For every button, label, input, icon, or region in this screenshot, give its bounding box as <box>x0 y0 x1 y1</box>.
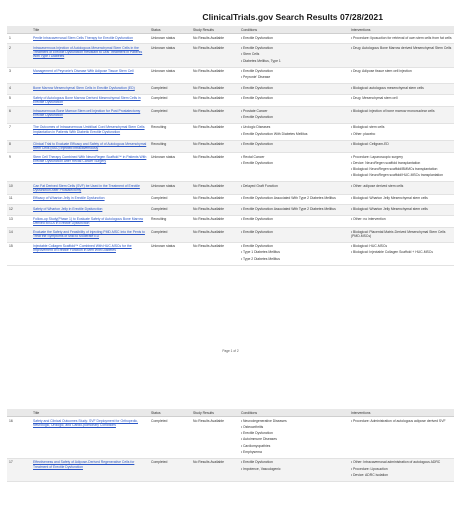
row-study-results: No Results Available <box>191 205 239 215</box>
table-row <box>7 107 454 124</box>
row-conditions <box>239 205 349 215</box>
condition-item: • Erectile Dysfunction <box>241 142 347 146</box>
study-title-link[interactable]: Management of Peyronie's Disease With Adipose Tissue Stem Cell <box>33 69 134 74</box>
row-rank: 9 <box>7 152 31 181</box>
column-header-rank <box>7 409 31 417</box>
row-title-cell <box>31 84 149 94</box>
conditions-list <box>241 46 347 63</box>
intervention-item: • Biological: Injectable Collagen Scaffold + HUC-MSCs <box>351 250 452 254</box>
table-row <box>7 94 454 106</box>
conditions-list <box>241 217 347 221</box>
intervention-item: • Biological: stem cells <box>351 125 452 129</box>
row-title-cell <box>31 152 149 181</box>
study-title-link[interactable]: Follow-up Study(Phase 1) to Evaluate Safety of Autologous Bone Marrow Derived MSCs in Erectile Dysfunction <box>33 217 144 226</box>
intervention-item: • Biological: HUC-MSCs <box>351 244 452 248</box>
row-study-results: No Results Available <box>191 182 239 194</box>
conditions-list <box>241 86 347 90</box>
row-study-results: No Results Available <box>191 227 239 242</box>
row-conditions <box>239 34 349 44</box>
interventions-list <box>351 109 452 113</box>
row-rank: 13 <box>7 215 31 227</box>
interventions-list <box>351 230 452 238</box>
row-status: Completed <box>149 94 191 106</box>
row-rank: 4 <box>7 84 31 94</box>
condition-item: • Stem Cells <box>241 52 347 56</box>
row-status: Completed <box>149 194 191 204</box>
row-status: Completed <box>149 107 191 124</box>
row-status: Completed <box>149 417 191 459</box>
intervention-item: • Other: Intracavernosal administration of autologous ADRC <box>351 460 452 464</box>
row-status: Recruiting <box>149 123 191 140</box>
interventions-list <box>351 196 452 200</box>
row-study-results: No Results Available <box>191 215 239 227</box>
condition-item: • Erectile Dysfunction <box>241 244 347 248</box>
condition-item: • Erectile Dysfunction <box>241 86 347 90</box>
column-header-rank <box>7 26 31 34</box>
row-interventions <box>349 227 454 242</box>
row-rank: 11 <box>7 194 31 204</box>
row-title-cell <box>31 94 149 106</box>
row-rank: 2 <box>7 44 31 67</box>
condition-item: • Peyronie' Disease <box>241 75 347 79</box>
row-rank: 1 <box>7 34 31 44</box>
row-status: Unknown status <box>149 34 191 44</box>
study-title-link[interactable]: Intracavernous Injection of Autologous Mesenchymal Stem Cells in the Treatment of Erectile Dysfunction Resistant to Oral Treatment in Patients With Type I Diabetes <box>33 46 143 59</box>
row-conditions <box>239 194 349 204</box>
row-study-results: No Results Available <box>191 140 239 152</box>
results-table-page-2 <box>7 409 454 482</box>
intervention-item: • Other: placebo <box>351 132 452 136</box>
row-interventions <box>349 123 454 140</box>
row-rank: 3 <box>7 67 31 84</box>
study-title-link[interactable]: Safety of Wharton Jelly in Erectile Dysfunction <box>33 206 103 211</box>
conditions-list <box>241 207 347 211</box>
row-interventions <box>349 242 454 265</box>
conditions-list <box>241 155 347 165</box>
table-body <box>7 417 454 482</box>
condition-item: • Erectile Dysfunction <box>241 115 347 119</box>
row-interventions <box>349 215 454 227</box>
row-status: Unknown status <box>149 67 191 84</box>
intervention-item: • Biological: Wharton Jelly Mesenchymal stem cells <box>351 207 452 211</box>
condition-item: • Osteoarthritis <box>241 425 347 429</box>
page-footer: Page 1 of 2 <box>222 349 239 353</box>
conditions-list <box>241 184 347 188</box>
column-header-interventions: Interventions <box>349 409 454 417</box>
row-interventions <box>349 152 454 181</box>
study-title-link[interactable]: The Outcomes of Intracavernous Umbilical Cord Mesenchymal Stem Cells Implantation in Patients With Diabetic Erectile Dysfunction <box>33 125 145 134</box>
row-status: Completed <box>149 227 191 242</box>
row-status: Unknown status <box>149 242 191 265</box>
table-body <box>7 34 454 266</box>
conditions-list <box>241 244 347 261</box>
results-table-page-1 <box>7 26 454 266</box>
column-header-conditions: Conditions <box>239 409 349 417</box>
row-title-cell <box>31 458 149 481</box>
row-conditions <box>239 242 349 265</box>
condition-item: • Erectile Dysfunction <box>241 96 347 100</box>
table-row <box>7 458 454 481</box>
conditions-list <box>241 460 347 470</box>
table-header-row <box>7 26 454 34</box>
interventions-list <box>351 86 452 90</box>
table-row <box>7 205 454 215</box>
column-header-study-results: Study Results <box>191 26 239 34</box>
condition-item: • Erectile Dysfunction <box>241 161 347 165</box>
column-header-interventions: Interventions <box>349 26 454 34</box>
intervention-item: • Drug: Autologous Bone Marrow derived Mesenchymal Stem Cells <box>351 46 452 50</box>
study-title-link[interactable]: Injectable Collagen Scaffold™ Combined With HUC-MSCs for the Improvement of Erectile Function in Men With Diabetes <box>33 244 132 253</box>
row-title-cell <box>31 417 149 459</box>
row-study-results: No Results Available <box>191 152 239 181</box>
interventions-list <box>351 142 452 146</box>
table-row <box>7 215 454 227</box>
row-interventions <box>349 205 454 215</box>
intervention-item: • Other: adipose derived stem cells <box>351 184 452 188</box>
intervention-item: • Biological: autologous mesenchymal stem cells <box>351 86 452 90</box>
interventions-list <box>351 419 452 423</box>
intervention-item: • Drug: Mesenchymal stem cell <box>351 96 452 100</box>
study-title-link[interactable]: Safety and Clinical Outcomes Study: SVF Deployment for Orthopedic, Neurologic, Urologic, and Cardio-pulmonary Conditions <box>33 418 138 427</box>
row-study-results: No Results Available <box>191 44 239 67</box>
table-row <box>7 140 454 152</box>
row-rank: 6 <box>7 107 31 124</box>
row-study-results: No Results Available <box>191 94 239 106</box>
row-study-results: No Results Available <box>191 107 239 124</box>
row-conditions <box>239 152 349 181</box>
row-status: Unknown status <box>149 152 191 181</box>
row-conditions <box>239 215 349 227</box>
intervention-item: • Drug: Adipose tissue stem cell injection <box>351 69 452 73</box>
condition-item: • Rectal Cancer <box>241 155 347 159</box>
intervention-item: • Device: NeuroRegen scaffold transplantation <box>351 161 452 165</box>
conditions-list <box>241 109 347 119</box>
row-conditions <box>239 182 349 194</box>
row-rank: 15 <box>7 242 31 265</box>
row-rank: 10 <box>7 182 31 194</box>
intervention-item: • Procedure: Laparoscopic surgery <box>351 155 452 159</box>
condition-item: • Prostate Cancer <box>241 109 347 113</box>
row-study-results: No Results Available <box>191 417 239 459</box>
page-title: ClinicalTrials.gov Search Results 07/28/2021 <box>202 12 383 22</box>
condition-item: • Erectile Dysfunction Associated With Type 2 Diabetes Mellitus <box>241 196 347 200</box>
intervention-item: • Device: ADRC isolation <box>351 473 452 477</box>
intervention-item: • Biological: Wharton Jelly Mesenchymal stem cells <box>351 196 452 200</box>
row-title-cell <box>31 182 149 194</box>
study-title-link[interactable]: Can Fat Derived Stem Cells (SVF) be Used in the Treatment of Erectile Dysfunction After Prostatectomy <box>33 183 140 192</box>
row-interventions <box>349 417 454 459</box>
condition-item: • Urologic Diseases <box>241 125 347 129</box>
row-rank: 7 <box>7 123 31 140</box>
table-row <box>7 227 454 242</box>
interventions-list <box>351 69 452 73</box>
row-title-cell <box>31 44 149 67</box>
conditions-list <box>241 125 347 135</box>
row-interventions <box>349 67 454 84</box>
row-conditions <box>239 458 349 481</box>
table-row <box>7 152 454 181</box>
study-title-link[interactable]: Penile Intracavernosal Stem Cells Therapy for Erectile Dysfunction <box>33 35 134 40</box>
conditions-list <box>241 419 347 455</box>
row-rank: 17 <box>7 458 31 481</box>
interventions-list <box>351 125 452 135</box>
table-row <box>7 242 454 265</box>
row-study-results: No Results Available <box>191 458 239 481</box>
row-interventions <box>349 194 454 204</box>
interventions-list <box>351 460 452 477</box>
study-title-link[interactable]: Efficacy of Wharton Jelly in Erectile Dysfunction <box>33 196 105 201</box>
table-row <box>7 123 454 140</box>
row-status: Recruiting <box>149 140 191 152</box>
row-conditions <box>239 123 349 140</box>
row-interventions <box>349 34 454 44</box>
row-status: Completed <box>149 458 191 481</box>
condition-item: • Autoimmune Diseases <box>241 437 347 441</box>
study-title-link[interactable]: Stem Cell Therapy Combined With NeuroRegen Scaffold™ in Patients With Erectile Dysfunction After Rectal Cancer Surgery <box>33 154 147 163</box>
row-study-results: No Results Available <box>191 194 239 204</box>
table-row <box>7 44 454 67</box>
condition-item: • Erectile Dysfunction <box>241 36 347 40</box>
conditions-list <box>241 36 347 40</box>
row-title-cell <box>31 205 149 215</box>
row-interventions <box>349 94 454 106</box>
interventions-list <box>351 244 452 254</box>
interventions-list <box>351 36 452 40</box>
table-row <box>7 194 454 204</box>
row-status: Completed <box>149 84 191 94</box>
condition-item: • Diabetes Mellitus, Type 1 <box>241 59 347 63</box>
study-title-link[interactable]: Evaluate the Safety and Feasibility of Injecting PMD-MSC Into the Penis to Treat the Symptoms of Mild to Moderate ED <box>33 229 145 238</box>
study-title-link[interactable]: Bone Marrow Mesenchymal Stem Cells in Erectile Dysfunction (ED) <box>33 85 135 90</box>
row-status: Unknown status <box>149 44 191 67</box>
row-title-cell <box>31 34 149 44</box>
interventions-list <box>351 217 452 221</box>
row-title-cell <box>31 67 149 84</box>
study-title-link[interactable]: Safety of Autologous Bone Marrow Derived Mesenchymal Stem Cells in Erectile Dysfunction <box>33 96 141 105</box>
row-rank: 12 <box>7 205 31 215</box>
row-conditions <box>239 44 349 67</box>
interventions-list <box>351 155 452 178</box>
condition-item: • Erectile Dysfunction <box>241 217 347 221</box>
row-study-results: No Results Available <box>191 84 239 94</box>
row-status: Unknown status <box>149 182 191 194</box>
row-conditions <box>239 227 349 242</box>
table-row <box>7 417 454 459</box>
intervention-item: • Biological: Placental Matrix-Derived Mesenchymal Stem Cells (PMD-MSCs) <box>351 230 452 238</box>
row-conditions <box>239 107 349 124</box>
intervention-item: • Biological: Cellgram-ED <box>351 142 452 146</box>
intervention-item: • Other: no intervention <box>351 217 452 221</box>
row-study-results: No Results Available <box>191 34 239 44</box>
condition-item: • Cardiomyopathies <box>241 444 347 448</box>
row-conditions <box>239 84 349 94</box>
interventions-list <box>351 46 452 50</box>
interventions-list <box>351 184 452 188</box>
condition-item: • Type 2 Diabetes Mellitus <box>241 257 347 261</box>
column-header-status: Status <box>149 409 191 417</box>
row-study-results: No Results Available <box>191 123 239 140</box>
row-status: Recruiting <box>149 215 191 227</box>
row-interventions <box>349 458 454 481</box>
condition-item: • Erectile Dysfunction <box>241 431 347 435</box>
row-conditions <box>239 140 349 152</box>
conditions-list <box>241 230 347 234</box>
interventions-list <box>351 96 452 100</box>
condition-item: • Erectile Dysfunction <box>241 230 347 234</box>
column-header-status: Status <box>149 26 191 34</box>
row-title-cell <box>31 242 149 265</box>
row-title-cell <box>31 107 149 124</box>
intervention-item: • Procedure: Liposuction <box>351 467 452 471</box>
intervention-item: • Biological: NeuroRegen scaffold/HUC-MSCs transplantation <box>351 173 452 177</box>
condition-item: • Erectile Dysfunction With Diabetes Mellitus <box>241 132 347 136</box>
row-study-results: No Results Available <box>191 242 239 265</box>
row-rank: 8 <box>7 140 31 152</box>
row-interventions <box>349 140 454 152</box>
table-header-row <box>7 409 454 417</box>
study-title-link[interactable]: Effectiveness and Safety of Adipose-Derived Regenerative Cells for Treatment of Erectile Dysfunction <box>33 460 135 469</box>
interventions-list <box>351 207 452 211</box>
condition-item: • Erectile Dysfunction <box>241 46 347 50</box>
row-study-results: No Results Available <box>191 67 239 84</box>
row-title-cell <box>31 227 149 242</box>
condition-item: • Delayed Graft Function <box>241 184 347 188</box>
row-interventions <box>349 44 454 67</box>
row-rank: 14 <box>7 227 31 242</box>
row-status: Completed <box>149 205 191 215</box>
row-conditions <box>239 417 349 459</box>
condition-item: • Erectile Dysfunction <box>241 460 347 464</box>
conditions-list <box>241 142 347 146</box>
column-header-title: Title <box>31 26 149 34</box>
study-title-link[interactable]: Clinical Trial to Evaluate Efficacy and Safety of of Autologous Mesenchymal Stem Cells (BSC) Injected Intracavernously <box>33 142 147 151</box>
intervention-item: • Biological: NeuroRegen scaffold/BMMCs transplantation <box>351 167 452 171</box>
row-title-cell <box>31 123 149 140</box>
column-header-conditions: Conditions <box>239 26 349 34</box>
row-conditions <box>239 94 349 106</box>
condition-item: • Impotence, Vasculogenic <box>241 467 347 471</box>
condition-item: • Neurodegenerative Diseases <box>241 419 347 423</box>
column-header-study-results: Study Results <box>191 409 239 417</box>
row-interventions <box>349 84 454 94</box>
table-row <box>7 67 454 84</box>
intervention-item: • Procedure: Administration of autologous adipose derived SVF <box>351 419 452 423</box>
row-rank: 5 <box>7 94 31 106</box>
row-conditions <box>239 67 349 84</box>
table-row <box>7 34 454 44</box>
condition-item: • Emphysema <box>241 450 347 454</box>
row-title-cell <box>31 215 149 227</box>
row-interventions <box>349 182 454 194</box>
conditions-list <box>241 196 347 200</box>
table-row <box>7 182 454 194</box>
row-title-cell <box>31 140 149 152</box>
row-title-cell <box>31 194 149 204</box>
study-title-link[interactable]: Intracavernous Bone Marrow Stem cell Injection for Post Prostatectomy Erectile Dysfunction <box>33 108 141 117</box>
column-header-title: Title <box>31 409 149 417</box>
condition-item: • Type 1 Diabetes Mellitus <box>241 250 347 254</box>
row-rank: 16 <box>7 417 31 459</box>
condition-item: • Erectile Dysfunction <box>241 69 347 73</box>
table-row <box>7 84 454 94</box>
condition-item: • Erectile Dysfunction Associated With Type 2 Diabetes Mellitus <box>241 207 347 211</box>
conditions-list <box>241 69 347 79</box>
row-interventions <box>349 107 454 124</box>
intervention-item: • Biological: injection of bone marrow mononuclear cells <box>351 109 452 113</box>
intervention-item: • Procedure: liposuction for retrieval of own stem cells from fat cells <box>351 36 452 40</box>
conditions-list <box>241 96 347 100</box>
